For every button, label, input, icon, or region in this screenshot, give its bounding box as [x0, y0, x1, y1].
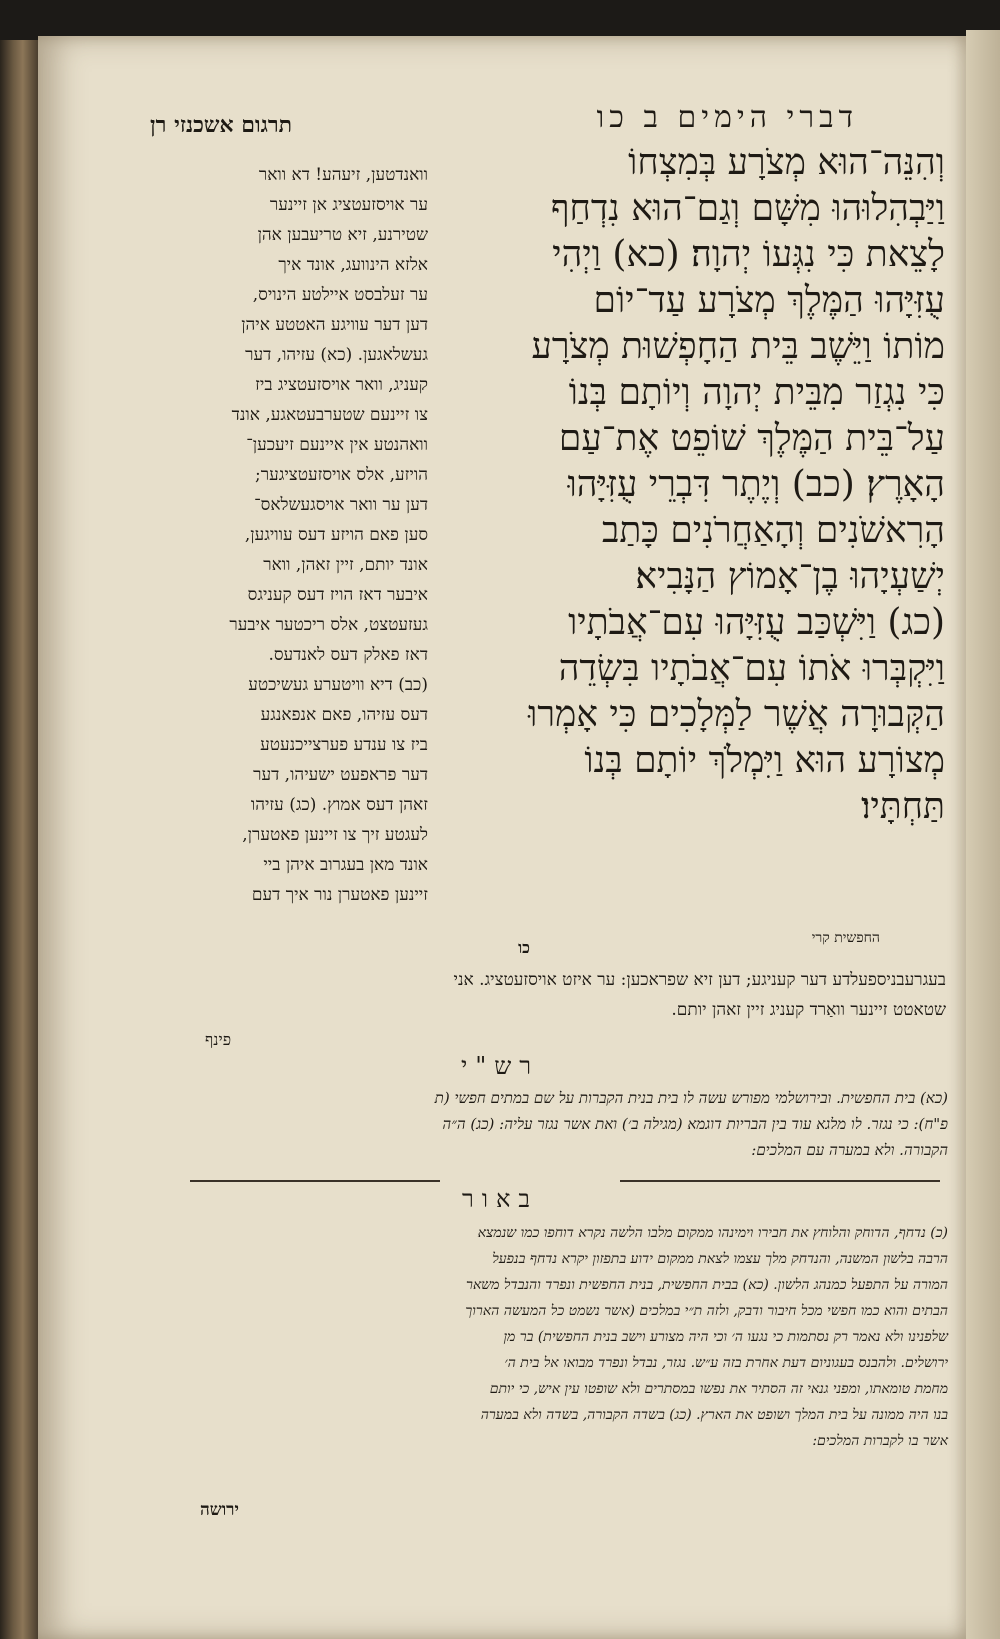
- biur-line: הרבה בלשון המשנה, והנדחק מלך עצמו לצאת ממקום ידוע בתפזון יקרא נדחף בנפעל: [492, 1251, 948, 1267]
- rashi-line: (כא) בית החפשית. ובירושלמי מפורש עשה לו בית בנית הקברות על שם במתים חפשי (ת: [434, 1089, 948, 1107]
- rashi-line: פ"ח): כי נגזר. לו מלגא עוד בין הבריות דוגמא (מגילה ב׳) ואת אשר נגזר עליה: (כג) ה״ה: [442, 1115, 948, 1133]
- translation-line: איבער דאז הויז דעס קעניגס: [247, 585, 428, 605]
- main-line: וַיִּקְבְּרוּ אֹתוֹ עִם־אֲבֹתָיו בִּשְׂדֵה: [558, 648, 945, 689]
- translation-line: צו זיינעם שטערבעטאגע, אונד: [231, 405, 428, 425]
- catchword-bottom: ירושה: [200, 1500, 239, 1520]
- translation-line: אלזא הינוועג, אונד איך: [278, 255, 428, 275]
- translation-line: שטירנע, זיא טריעבען אהן: [257, 225, 428, 245]
- biur-line: בנו היה ממונה על בית המלך ושופט את הארץ. (כג) בשדה הקבורה, בשדה ולא במערה: [480, 1407, 948, 1423]
- divider-right: [620, 1180, 940, 1182]
- main-line: תַּחְתָּיו׃: [861, 786, 945, 827]
- qere-note: החפשית קרי: [811, 930, 880, 946]
- catchword-top: פינף: [205, 1030, 232, 1049]
- translation-line: דאז פאלק דעס לאנדעס.: [268, 645, 428, 665]
- main-line: (כג) וַיִּשְׁכַּב עֻזִּיָּהוּ עִם־אֲבֹתָיו: [568, 602, 945, 643]
- hebrew-main-text: [445, 140, 945, 830]
- translation-line: דען דער עוויגע האטטע איהן: [241, 315, 428, 335]
- translation-line: ער אויסזעטציג אן זיינער: [269, 195, 428, 215]
- translation-line: דען ער וואר אויסגעשלאס־: [254, 495, 428, 515]
- biur-line: אשר בו לקברות המלכים:: [812, 1433, 948, 1449]
- biur-line: שלפנינו ולא נאמר רק נסתמות כי נגעו ה׳ וכי היה מצורע וישב בנית החפשית) בר מן: [503, 1329, 948, 1345]
- rashi-line: הקבורה. ולא במערה עם המלכים:: [751, 1141, 948, 1159]
- translation-line: (כב) דיא וויטערע געשיכטע: [248, 675, 428, 695]
- running-header-book: דברי הימים ב כו: [596, 100, 858, 135]
- verse-marker: כו: [518, 938, 530, 957]
- translation-line: לעגטע זיך צו זיינען פאטערן,: [242, 825, 428, 845]
- running-header-translation: תרגום אשכנזי רן: [150, 112, 293, 138]
- main-line: הָאָרֶץ׃ (כב) וְיֶתֶר דִּבְרֵי עֻזִּיָּהוּ: [567, 464, 945, 505]
- main-line: וַיַּבְהִלוּהוּ מִשָּׁם וְגַם־הוּא נִדְחַף: [550, 188, 945, 229]
- divider-left: [190, 1180, 440, 1182]
- biur-line: (כ) נדחף, הדוחק והלוחץ את חבירו וימינהו ממקום מלבו הלשה נקרא דוחפו כמו שנמצא: [477, 1225, 948, 1241]
- translation-line: סען פאם הויזע דעס עוויגען,: [244, 525, 428, 545]
- main-line: וְהִנֵּה־הוּא מְצֹרָע בְּמִצְחוֹ: [628, 142, 945, 183]
- book-spine: [0, 40, 38, 1639]
- translation-continuation-line: בעגרעבניספעלדע דער קעניגע; דען זיא שפראכען: ער איזט אויסזעטציג. אני: [453, 970, 946, 990]
- translation-line: אונד מאן בעגרוב איהן ביי: [263, 855, 428, 875]
- main-line: מוֹתוֹ וַיֵּשֶׁב בֵּית הַחָפְשׁוּת מְצֹרָע: [531, 326, 945, 367]
- main-line: כִּי נִגְזַר מִבֵּית יְהוָה וְיוֹתָם בְּנוֹ: [568, 372, 945, 413]
- main-line: מְצוֹרָע הוּא וַיִּמְלֹךְ יוֹתָם בְּנוֹ: [584, 740, 945, 781]
- translation-line: וואנדטען, זיעהע! דא וואר: [258, 165, 428, 185]
- translation-line: דער פראפעט ישעיהו, דער: [253, 765, 428, 785]
- biur-line: הבתים והוא כמו חפשי מכל חיבור ודבק, ולזה ת״י במלכים (אשר נשמט כל המעשה הארוך: [465, 1303, 948, 1319]
- next-page-edge: [966, 30, 1000, 1639]
- biur-line: ירושלים. ולהבנס בעגוניום דעת אחרת בזה ע״ש. נגזר, נבדל ונפרד מבואו אל בית ה׳: [504, 1355, 948, 1371]
- translation-line: ער זעלבסט איילטע הינויס,: [252, 285, 428, 305]
- translation-line: געשלאגען. (כא) עזיהו, דער: [245, 345, 428, 365]
- main-line: הַקְּבוּרָה אֲשֶׁר לַמְּלָכִים כִּי אָמְרוּ: [528, 694, 945, 735]
- main-line: הָרִאשֹׁנִים וְהָאַחֲרֹנִים כָּתַב: [601, 510, 945, 551]
- translation-column: [168, 160, 428, 910]
- rashi-commentary: [172, 1085, 948, 1163]
- translation-line: זיינען פאטערן נור איך דעם: [251, 885, 428, 905]
- translation-line: דעס עזיהו, פאם אנפאנגע: [260, 705, 428, 725]
- translation-line: געזעטצט, אלס ריכטער איבער: [229, 615, 428, 635]
- translation-line: וואהנטע אין איינעם זיעכען־: [246, 435, 428, 455]
- rashi-heading: רש"י: [460, 1052, 540, 1080]
- biur-line: המורה על התפעל כמנהג הלשון. (כא) בבית החפשית, בנית החפשית ונפרד והנבדל משאר: [465, 1277, 948, 1293]
- biur-line: מחמת טומאתו, ומפני גנאי זה הסתיר את נפשו במסתרים ולא שופטו עין איש, כי יותם: [489, 1381, 948, 1397]
- translation-line: זאהן דעס אמוץ. (כג) עזיהו: [250, 795, 428, 815]
- translation-line: אונד יותם, זיין זאהן, וואר: [263, 555, 428, 575]
- biur-heading: באור: [462, 1185, 538, 1213]
- translation-line: הויזע, אלס אויסזעטציגער;: [255, 465, 428, 485]
- biur-commentary: [172, 1220, 948, 1454]
- main-line: יְשַׁעְיָהוּ בֶן־אָמוֹץ הַנָּבִיא׃: [635, 556, 945, 597]
- main-line: לָצֵאת כִּי נִגְּעוֹ יְהוָה׃ (כא) וַיְהִי: [552, 234, 945, 275]
- translation-line: ביז צו ענדע פערצייכנעטע: [260, 735, 428, 755]
- main-line: עַל־בֵּית הַמֶּלֶךְ שׁוֹפֵט אֶת־עַם: [558, 418, 945, 459]
- translation-continuation-line: שטאטט זיינער וואַרד קעניג זיין זאהן יותם.: [671, 1000, 946, 1020]
- translation-line: קעניג, וואר אויסזעטציג ביז: [255, 375, 428, 395]
- main-line: עֻזִּיָּהוּ הַמֶּלֶךְ מְצֹרָע עַד־יוֹם: [593, 280, 945, 321]
